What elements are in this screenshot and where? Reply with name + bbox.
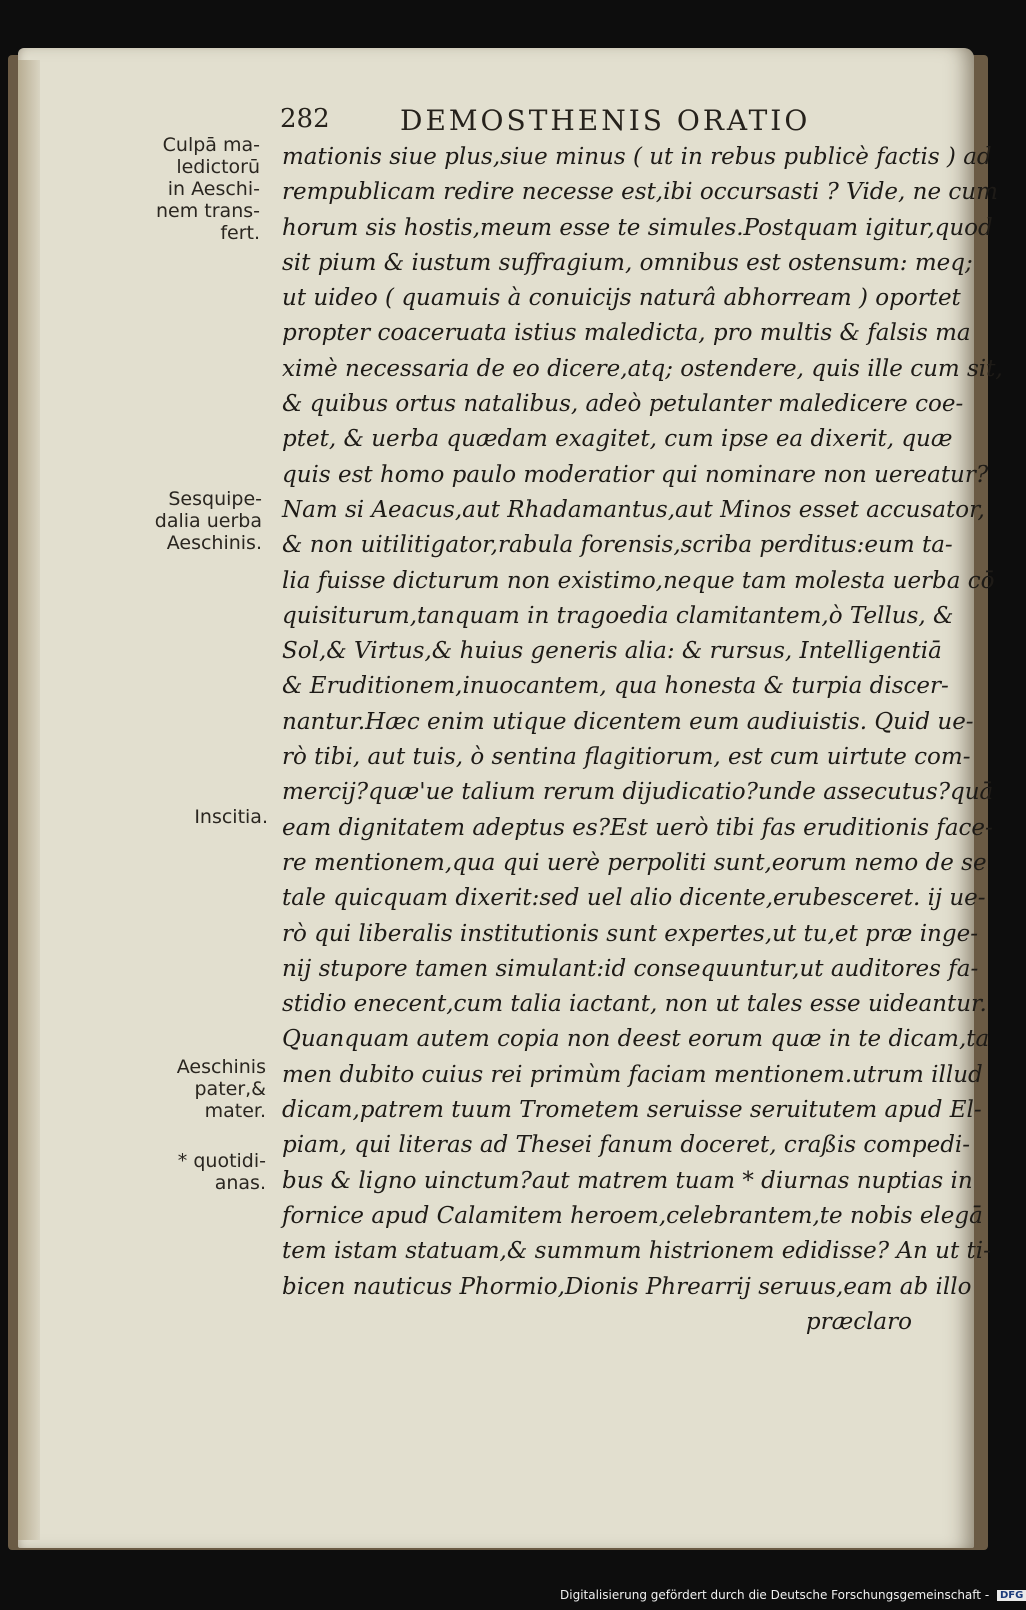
margin-note xyxy=(150,488,262,554)
margin-note-line: dalia uerba xyxy=(154,510,262,532)
margin-note-line: * quotidi- xyxy=(177,1150,266,1172)
margin-note-line: mater. xyxy=(204,1100,266,1122)
margin-note xyxy=(150,1056,266,1122)
margin-note-line: fert. xyxy=(220,222,260,244)
text-line: sit pium & iustum suffragium, omnibus est ostensum: meq; xyxy=(282,249,973,276)
text-line: horum sis hostis,meum esse te simules.Postquam igitur,quod xyxy=(282,214,993,241)
text-line: dicam,patrem tuum Trometem seruisse seruitutem apud El- xyxy=(282,1097,982,1124)
margin-note-line: nem trans- xyxy=(156,200,260,222)
text-line: bus & ligno uinctum?aut matrem tuam * diurnas nuptias in xyxy=(282,1167,973,1194)
credit-text: Digitalisierung gefördert durch die Deutsche Forschungsgemeinschaft - xyxy=(560,1588,990,1602)
text-line: nij stupore tamen simulant:id consequuntur,ut auditores fa- xyxy=(282,955,979,982)
text-line: rò tibi, aut tuis, ò sentina flagitiorum, est cum uirtute com- xyxy=(282,744,971,771)
margin-note-line: pater,& xyxy=(194,1078,266,1100)
margin-note xyxy=(150,134,260,244)
margin-note xyxy=(150,806,268,828)
digitization-credit xyxy=(560,1588,1024,1606)
dfg-logo-icon: DFG xyxy=(997,1590,1026,1601)
running-header xyxy=(280,104,840,138)
text-line: ptet, & uerba quædam exagitet, cum ipse ea dixerit, quæ xyxy=(282,426,953,453)
page-number: 282 xyxy=(280,104,330,134)
text-line: fornice apud Calamitem heroem,celebrantem,te nobis elegā xyxy=(282,1202,983,1229)
margin-note xyxy=(150,1150,266,1194)
margin-note-line: Inscitia. xyxy=(194,806,268,828)
text-line: rò qui liberalis institutionis sunt expertes,ut tu,et præ inge- xyxy=(282,920,978,947)
text-line: ut uideo ( quamuis à conuicijs naturâ abhorream ) oportet xyxy=(282,285,961,312)
text-line: tem istam statuam,& summum histrionem edidisse? An ut ti- xyxy=(282,1238,991,1265)
text-line: piam, qui literas ad Thesei fanum doceret, craßis compedi- xyxy=(282,1132,971,1159)
text-line: men dubito cuius rei primùm faciam mentionem.utrum illud xyxy=(282,1061,983,1088)
text-line: nantur.Hæc enim utique dicentem eum audiuistis. Quid ue- xyxy=(282,708,974,735)
text-line: ximè necessaria de eo dicere,atq; ostendere, quis ille cum sit, xyxy=(282,355,1003,382)
text-line: Sol,& Virtus,& huius generis alia: & rursus, Intelligentiā xyxy=(282,638,942,665)
text-line: Nam si Aeacus,aut Rhadamantus,aut Minos esset accusator, xyxy=(282,496,985,523)
text-line: mationis siue plus,siue minus ( ut in rebus publicè factis ) ad xyxy=(282,144,992,170)
text-line: mercij?quæ'ue talium rerum dijudicatio?unde assecutus?quā xyxy=(282,779,994,806)
margin-note-line: Aeschinis. xyxy=(166,532,262,554)
running-title: DEMOSTHENIS ORATIO xyxy=(400,104,811,137)
margin-note-line: Aeschinis xyxy=(176,1056,266,1078)
text-line: & non uitilitigator,rabula forensis,scriba perditus:eum ta- xyxy=(282,532,953,559)
text-line: tale quicquam dixerit:sed uel alio dicente,erubesceret. ij ue- xyxy=(282,885,986,912)
text-line: eam dignitatem adeptus es?Est uerò tibi fas eruditionis face- xyxy=(282,814,993,841)
catchword: præclaro xyxy=(805,1308,912,1335)
margin-note-line: Culpā ma- xyxy=(162,134,260,156)
text-line: & Eruditionem,inuocantem, qua honesta & turpia discer- xyxy=(282,673,949,700)
text-line: bicen nauticus Phormio,Dionis Phrearrij seruus,eam ab illo xyxy=(282,1273,972,1300)
text-line: & quibus ortus natalibus, adeò petulanter maledicere coe- xyxy=(282,391,964,418)
text-line: quisiturum,tanquam in tragoedia clamitantem,ò Tellus, & xyxy=(282,602,954,629)
margin-note-line: ledictorū xyxy=(176,156,260,178)
margin-note-line: in Aeschi- xyxy=(167,178,260,200)
text-line: propter coaceruata istius maledicta, pro multis & falsis ma xyxy=(282,320,971,347)
margin-note-line: anas. xyxy=(214,1172,266,1194)
margin-note-line: Sesquipe- xyxy=(168,488,262,510)
text-line: Quanquam autem copia non deest eorum quæ in te dicam,ta xyxy=(282,1026,990,1053)
body-text xyxy=(282,140,1003,1340)
text-line: quis est homo paulo moderatior qui nominare non uereatur? xyxy=(282,461,989,488)
text-line: re mentionem,qua qui uerè perpoliti sunt,eorum nemo de se xyxy=(282,849,987,876)
text-line: rempublicam redire necesse est,ibi occursasti ? Vide, ne cum xyxy=(282,179,998,206)
text-line: lia fuisse dicturum non existimo,neque tam molesta uerba cō xyxy=(282,567,995,594)
page-stack-edge xyxy=(18,60,40,1540)
text-line: stidio enecent,cum talia iactant, non ut tales esse uideantur. xyxy=(282,991,987,1018)
